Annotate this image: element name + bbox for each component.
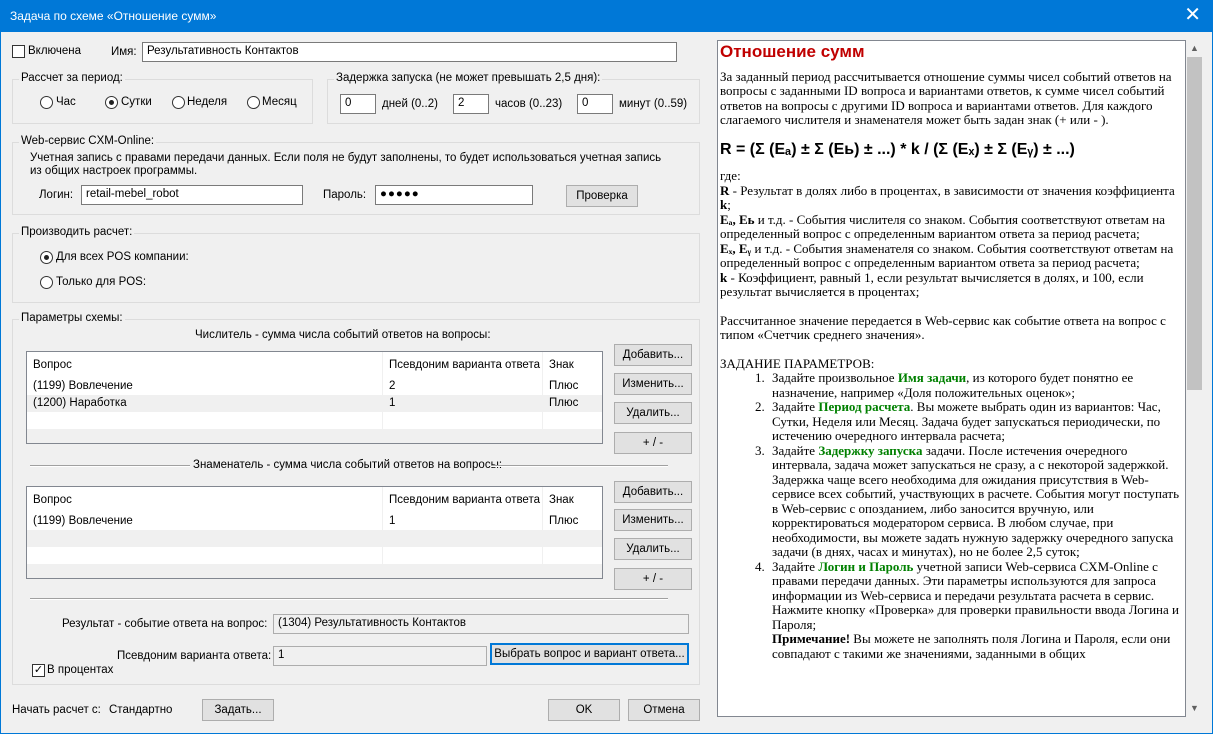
cell-sign: Плюс: [549, 397, 579, 409]
calc-radio-all-pos[interactable]: [40, 251, 53, 264]
result-label: Результат - событие ответа на вопрос:: [62, 618, 268, 630]
table-row-empty: [27, 429, 602, 443]
help-r-def: R - Результат в долях либо в процентах, в зависимости от значения коэффициента k;: [720, 182, 1175, 212]
name-input[interactable]: Результативность Контактов: [142, 42, 677, 62]
password-input[interactable]: ●●●●●: [375, 185, 533, 205]
result-field: (1304) Результативность Контактов: [273, 614, 689, 634]
period-radio-month[interactable]: [247, 96, 260, 109]
help-panel: [717, 40, 1186, 717]
help-params-list: [768, 371, 1182, 661]
table-row-empty: [27, 547, 602, 564]
title-bar: [0, 0, 1213, 32]
help-param-4: 4. Задайте Логин и Пароль учетной записи Web-сервиса CXM-Online с правами передачи данных. Эти параметры используются для запроса информации из Web-сервиса и передачи результата расчета в сервис. Нажмите кнопку «Проверка» для проверки правильности ввода Логина и Пароля; Примечание! Вы можете не заполнять поля Логина и Пароля, если они совпадают с такими же значениями, заданными в общих: [768, 560, 1182, 662]
numerator-title: Числитель - сумма числа событий ответов на вопросы:: [195, 329, 491, 341]
password-label: Пароль:: [323, 189, 367, 201]
column-header-alias[interactable]: Псевдоним варианта ответа: [389, 359, 540, 371]
help-ex-def: Eₓ, Eᵧ и т.д. - События знаменателя со знаком. События соответствуют ответам на определенный вопрос с определенным вариантом ответа за период расчета;: [720, 240, 1174, 270]
denominator-add-button[interactable]: Добавить...: [614, 481, 692, 503]
help-k-def: k - Коэффициент, равный 1, если результат вычисляется в долях, и 100, если результат вычисляется в процентах;: [720, 269, 1144, 299]
help-param-2: 2. Задайте Период расчета. Вы можете выбрать один из вариантов: Час, Сутки, Неделя или Месяц. Задача будет запускаться периодически, по истечению очередного интервала расчета;: [768, 400, 1182, 444]
denominator-title: Знаменатель - сумма числа событий ответов на вопросы:: [193, 459, 503, 471]
help-intro: За заданный период рассчитывается отношение суммы чисел событий ответов на вопросы с заданными ID вопроса и вариантами ответов, к сумме чисел событий ответов на вопросы с другими ID вопроса и вариантами ответов. Для каждого слагаемого числителя и знаменателя может быть задан знак (+ или - ).: [720, 68, 1172, 127]
calc-label-only-pos: Только для POS:: [56, 276, 147, 288]
delay-hours-input[interactable]: 2: [453, 94, 489, 114]
divider: [30, 598, 668, 600]
window-title: Задача по схеме «Отношение сумм»: [10, 9, 217, 23]
help-params-title: ЗАДАНИЕ ПАРАМЕТРОВ:: [720, 355, 875, 371]
help-scrollbar[interactable]: [1186, 40, 1203, 717]
table-row[interactable]: [27, 513, 602, 530]
start-value: Стандартно: [109, 704, 173, 716]
webservice-caption: Web-сервис CXM-Online:: [21, 135, 155, 147]
webservice-note: Учетная запись с правами передачи данных. Если поля не будут заполнены, то будет использоваться учетная запись из общих настроек программы.: [30, 152, 662, 177]
column-header-question[interactable]: Вопрос: [33, 494, 72, 506]
start-label: Начать расчет с:: [12, 704, 101, 716]
period-radio-hour[interactable]: [40, 96, 53, 109]
scroll-down-icon[interactable]: ▼: [1190, 703, 1199, 713]
numerator-table: [26, 351, 603, 444]
period-radio-day[interactable]: [105, 96, 118, 109]
period-label-week: Неделя: [187, 96, 228, 108]
period-label-hour: Час: [56, 96, 76, 108]
cell-sign: Плюс: [549, 515, 579, 527]
table-row[interactable]: [27, 395, 602, 412]
cell-alias: 1: [389, 515, 396, 527]
divider: [30, 465, 190, 467]
delay-minutes-input[interactable]: 0: [577, 94, 613, 114]
cell-alias: 1: [389, 397, 396, 409]
help-param-1: 1. Задайте произвольное Имя задачи, из которого будет понятно ее назначение, например «Доля положительных оценок»;: [768, 371, 1182, 400]
period-radio-week[interactable]: [172, 96, 185, 109]
delay-hours-label: часов (0..23): [495, 98, 563, 110]
alias-field: 1: [273, 646, 487, 666]
numerator-sign-button[interactable]: + / -: [614, 432, 692, 454]
numerator-add-button[interactable]: Добавить...: [614, 344, 692, 366]
calc-radio-only-pos[interactable]: [40, 276, 53, 289]
select-question-button[interactable]: Выбрать вопрос и вариант ответа...: [490, 643, 689, 665]
table-row-empty: [27, 412, 602, 429]
help-transfer: Рассчитанное значение передается в Web-сервис как событие ответа на вопрос с типом «Счетчик среднего значения».: [720, 312, 1166, 342]
name-label: Имя:: [111, 46, 137, 58]
cell-question: (1200) Наработка: [33, 397, 127, 409]
table-row[interactable]: [27, 378, 602, 395]
help-ea-def: Eₐ, Eь и т.д. - События числителя со знаком. События соответствуют ответам на определенный вопрос с определенным вариантом ответа за период расчета;: [720, 211, 1166, 241]
help-title: Отношение сумм: [720, 42, 865, 61]
help-where: где:: [720, 168, 741, 183]
delay-minutes-label: минут (0..59): [619, 98, 688, 110]
period-label-month: Месяц: [262, 96, 297, 108]
percent-checkbox[interactable]: ✓: [33, 664, 44, 676]
divider: [491, 465, 668, 467]
calc-group: [12, 226, 700, 303]
denominator-sign-button[interactable]: + / -: [614, 568, 692, 590]
cancel-button[interactable]: Отмена: [628, 699, 700, 721]
scroll-up-icon[interactable]: ▲: [1190, 43, 1199, 53]
column-header-sign[interactable]: Знак: [549, 359, 574, 371]
enabled-label: Включена: [28, 45, 82, 57]
help-formula: R = (Σ (Eₐ) ± Σ (Eь) ± ...) * k / (Σ (Eₓ) ± Σ (Eᵧ) ± ...): [720, 140, 1075, 158]
cell-question: (1199) Вовлечение: [33, 515, 133, 527]
help-param-3: 3. Задайте Задержку запуска задачи. После истечения очередного интервала, задача может запускаться не сразу, а с некоторой задержкой. Задержка чаще всего необходима для ожидания присутствия в Web-сервисе всех событий, участвующих в расчете. События могут поступать в Web-сервис с опозданием, либо заносится вручную, или корректироваться модератором сервиса. В любом случае, при необходимости, вы можете задать нужную задержку очередного запуска задачи (в днях, часах и минутах), но не более 2,5 суток;: [768, 444, 1182, 560]
denominator-table: [26, 486, 603, 579]
table-row-empty: [27, 530, 602, 547]
period-label-day: Сутки: [121, 96, 152, 108]
alias-label: Псевдоним варианта ответа:: [117, 650, 272, 662]
login-label: Логин:: [39, 189, 74, 201]
calc-label-all-pos: Для всех POS компании:: [56, 251, 189, 263]
scheme-caption: Параметры схемы:: [21, 312, 123, 324]
scroll-thumb[interactable]: [1187, 57, 1202, 390]
close-icon[interactable]: ✕: [1184, 4, 1201, 26]
numerator-edit-button[interactable]: Изменить...: [614, 373, 692, 395]
denominator-delete-button[interactable]: Удалить...: [614, 538, 692, 560]
start-set-button[interactable]: Задать...: [202, 699, 274, 721]
cell-alias: 2: [389, 380, 396, 392]
login-input[interactable]: retail-mebel_robot: [81, 185, 303, 205]
check-button[interactable]: Проверка: [566, 185, 638, 207]
numerator-delete-button[interactable]: Удалить...: [614, 402, 692, 424]
cell-question: (1199) Вовлечение: [33, 380, 133, 392]
column-header-sign[interactable]: Знак: [549, 494, 574, 506]
table-row-empty: [27, 564, 602, 578]
ok-button[interactable]: OK: [548, 699, 620, 721]
delay-days-input[interactable]: 0: [340, 94, 376, 114]
cell-sign: Плюс: [549, 380, 579, 392]
period-caption: Рассчет за период:: [21, 72, 123, 84]
enabled-checkbox[interactable]: [12, 45, 25, 58]
column-header-question[interactable]: Вопрос: [33, 359, 72, 371]
percent-label: В процентах: [47, 664, 114, 676]
denominator-edit-button[interactable]: Изменить...: [614, 509, 692, 531]
column-header-alias[interactable]: Псевдоним варианта ответа: [389, 494, 540, 506]
calc-caption: Производить расчет:: [21, 226, 133, 238]
delay-days-label: дней (0..2): [382, 98, 438, 110]
delay-caption: Задержка запуска (не может превышать 2,5 дня):: [336, 72, 601, 84]
